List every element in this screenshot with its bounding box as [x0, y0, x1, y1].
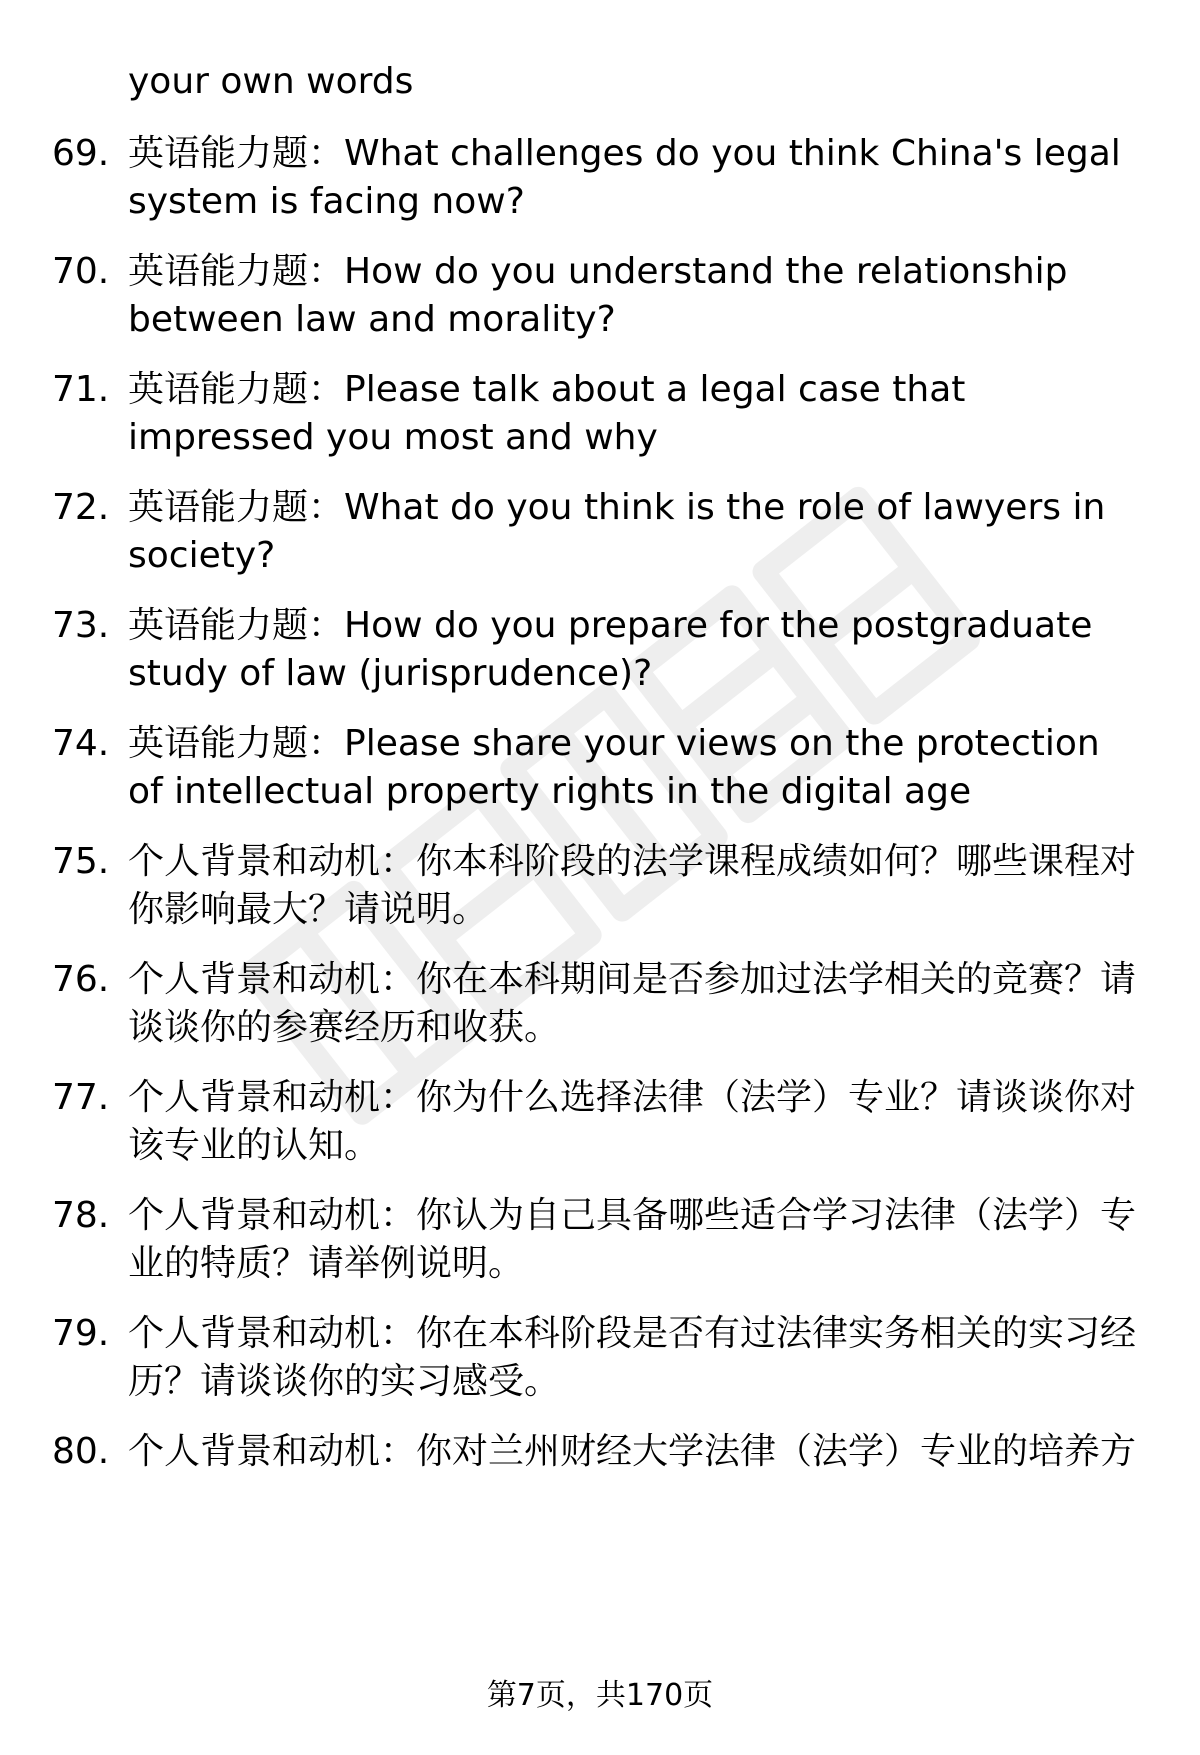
item-number: 70.	[52, 251, 110, 292]
list-item	[52, 1192, 1142, 1288]
item-number: 78.	[52, 1195, 110, 1236]
item-text: 个人背景和动机：你对兰州财经大学法律（法学）专业的培养方	[128, 1431, 1137, 1472]
list-item	[52, 130, 1142, 226]
continuation-text: your own words	[128, 61, 414, 102]
item-number: 72.	[52, 487, 110, 528]
item-number: 75.	[52, 841, 110, 882]
item-text: 个人背景和动机：你认为自己具备哪些适合学习法律（法学）专业的特质？请举例说明。	[128, 1195, 1137, 1284]
item-number: 71.	[52, 369, 110, 410]
list-item	[52, 1074, 1142, 1170]
list-item	[52, 1310, 1142, 1406]
item-number: 73.	[52, 605, 110, 646]
item-number: 74.	[52, 723, 110, 764]
list-item	[52, 956, 1142, 1052]
page-footer: 第7页，共170页	[486, 1678, 714, 1713]
item-text: 英语能力题：How do you understand the relationship between law and morality?	[128, 251, 1068, 340]
list-item	[52, 248, 1142, 344]
list-item	[52, 602, 1142, 698]
item-number: 77.	[52, 1077, 110, 1118]
item-number: 69.	[52, 133, 110, 174]
item-text: 英语能力题：What challenges do you think China's legal system is facing now?	[128, 133, 1121, 222]
item-text: 个人背景和动机：你在本科期间是否参加过法学相关的竞赛？请谈谈你的参赛经历和收获。	[128, 959, 1137, 1048]
item-text: 个人背景和动机：你在本科阶段是否有过法律实务相关的实习经历？请谈谈你的实习感受。	[128, 1313, 1137, 1402]
item-text: 个人背景和动机：你为什么选择法律（法学）专业？请谈谈你对该专业的认知。	[128, 1077, 1137, 1166]
item-text: 英语能力题：Please share your views on the protection of intellectual property rights in the digital age	[128, 723, 1100, 812]
list-item	[52, 838, 1142, 934]
item-text: 英语能力题：What do you think is the role of lawyers in society?	[128, 487, 1106, 576]
item-text: 英语能力题：Please talk about a legal case that impressed you most and why	[128, 369, 966, 458]
item-number: 80.	[52, 1431, 110, 1472]
item-text: 英语能力题：How do you prepare for the postgraduate study of law (jurisprudence)?	[128, 605, 1093, 694]
item-number: 76.	[52, 959, 110, 1000]
item-text: 个人背景和动机：你本科阶段的法学课程成绩如何？哪些课程对你影响最大？请说明。	[128, 841, 1137, 930]
list-item	[52, 720, 1142, 816]
item-number: 79.	[52, 1313, 110, 1354]
list-item	[52, 484, 1142, 580]
list-item	[52, 366, 1142, 462]
list-item	[52, 1428, 1142, 1476]
